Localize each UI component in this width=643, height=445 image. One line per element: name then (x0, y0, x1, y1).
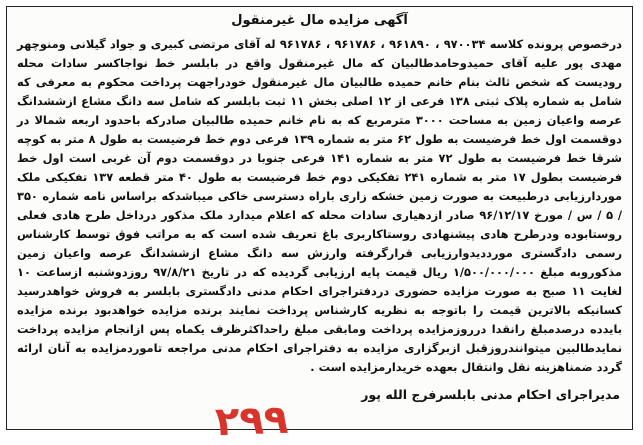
auction-notice (6, 6, 633, 430)
handwritten-number-stamp: ۲۹۹ (214, 396, 290, 445)
notice-title: آگهی مزایده مال غیرمنقول (231, 13, 408, 28)
signature-line: مدیراجرای احکام مدنی بابلسرفرج الله پور (361, 387, 620, 402)
notice-body: درخصوص پرونده کلاسه ۹۷۰۰۳۴ ، ۹۶۱۸۹۰ ، ۹۶۱۷۸۶ ، ۹۶۱۷۸۶ له آقای مرتضی کبیری و جواد گیلانی ومنوچهر مهدی پور علیه آقای حمیدوحامدطالبیان که مال غیرمنقول واقع در بابلسر خط نواجاکسر سادات محله رودیست که شخص ثالث بنام خانم حمیده طالبیان مال غیرمنقول خودراجهت پرداخت محکوم به معرفی که شامل به شماره پلاک ثبتی ۱۳۸ فرعی از ۱۲ اصلی بخش ۱۱ ثبت بابلسر که شامل سه دانگ مشاع ازششدانگ عرصه واعیان زمین به مساحت ۳۰۰۰ مترمربع که به نام خانم حمیده طالبیان صادرکه باحدود اربعه شمالا در دوقسمت اول خط فرضیست به طول ۶۲ متر به شماره ۱۳۹ فرعی دوم خط فرضیست به طول ۸ متر به کوچه شرقا خط فرضیست به طول ۷۲ متر به شماره ۱۴۱ فرعی جنوبا در دوقسمت دوم آن غربی است اول خط فرضیست بطول ۱۷ متر به شماره ۲۴۱ تفکیکی دوم خط فرضیست به طول ۴۰ متر قطعه ۱۳۷ تفکیکی ملک موردارزیابی درطبیعت به صورت زمین خشکه زاری باراه دسترسی خاکی میباشدکه براساس نامه شماره ۳۵۰ / ۵ / س / مورخ ۹۶/۱۲/۱۷ صادر ازدهیاری سادات محله که اعلام میدارد ملک مذکور درداخل طرح هادی فعلی روستابوده ودرطرح هادی پیشنهادی روستاکاربری باغ تعریف شده است که به مراتب فوق توسط کارشناس رسمی دادگستری مورددیدوارزیابی قرارگرفته وارزش سه دانگ مشاع ازششدانگ عرصه واعیان زمین مذکوروبه مبلغ ۱/۵۰۰/۰۰۰/۰۰۰ ریال قیمت پایه ارزیابی گردیده که در تاریخ ۹۷/۸/۲۱ روزدوشنبه ازساعت ۱۰ لغایت ۱۱ صبح به صورت مزایده حضوری دردفتراجرای احکام مدنی دادگستری بابلسر به فروش خواهدرسید کسانیکه بالاترین قیمت را باتوجه به نظریه کارشناس پرداخت نمایند برنده مزایده خواهدبود برنده مزایده بایدده درصدمبلغ رانقدا درروزمزایده پرداخت ومابقی مبلغ راحداکثرظرف یکماه پس ازانجام مزایده پرداخت نمایدطالبین میتوانندروزقبل ازبرگزاری مزایده به دفتراجرای احکام مدنی مراجعه تاموردمزایده به آنان ارائه گردد ضمناهزینه نقل وانتقال بعهده خریدارمزایده است . (17, 37, 623, 374)
